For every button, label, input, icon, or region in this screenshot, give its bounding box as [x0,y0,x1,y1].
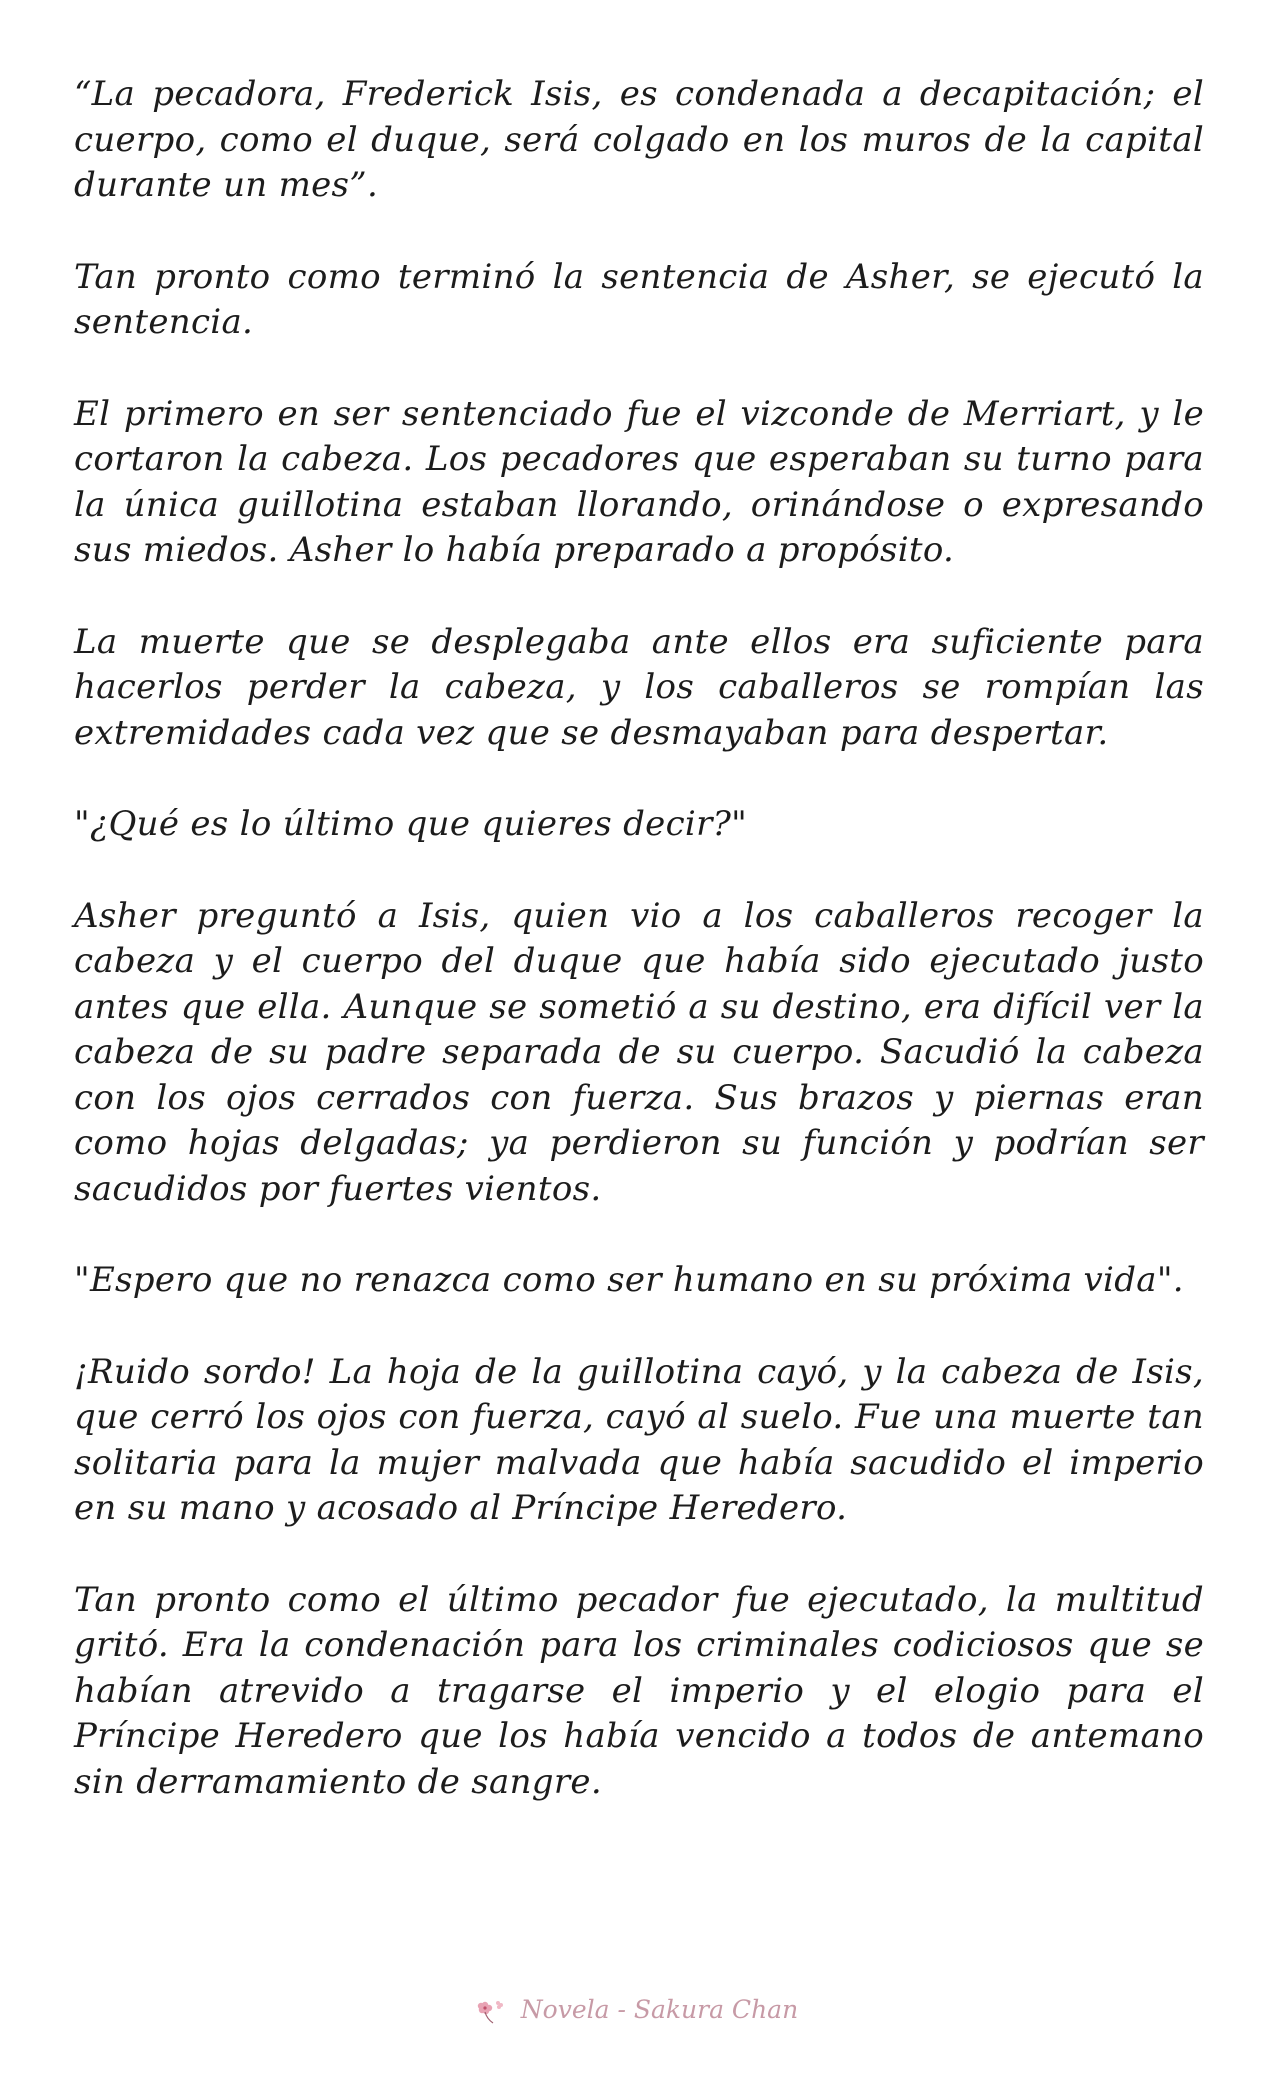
paragraph-3: El primero en ser sentenciado fue el vizconde de Merriart, y le cortaron la cabeza. Los pecadores que esperaban su turno para la única guillotina estaban llorando, orinándose o expresando sus miedos. Asher lo había preparado a propósito. [74,393,1204,570]
paragraph-5: "¿Qué es lo último que quieres decir?" [74,804,748,844]
story-text [74,72,1204,1851]
paragraph-2: Tan pronto como terminó la sentencia de Asher, se ejecutó la sentencia. [74,256,1204,342]
watermark [0,1995,1275,2025]
paragraph-1: “La pecadora, Frederick Isis, es condenada a decapitación; el cuerpo, como el duque, será colgado en los muros de la capital durante un mes”. [74,74,1204,205]
paragraph-4: La muerte que se desplegaba ante ellos era suficiente para hacerlos perder la cabeza, y los caballeros se rompían las extremidades cada vez que se desmayaban para despertar. [74,621,1204,753]
paragraph-9: Tan pronto como el último pecador fue ejecutado, la multitud gritó. Era la condenación para los criminales codiciosos que se habían atrevido a tragarse el imperio y el elogio para el Príncipe Heredero que los había vencido a todos de antemano sin derramamiento de sangre. [74,1579,1204,1802]
watermark-text: Novela - Sakura Chan [520,1995,799,2024]
paragraph-8: ¡Ruido sordo! La hoja de la guillotina cayó, y la cabeza de Isis, que cerró los ojos con fuerza, cayó al suelo. Fue una muerte tan solitaria para la mujer malvada que había sacudido el imperio en su mano y acosado al Príncipe Heredero. [74,1351,1204,1528]
paragraph-7: "Espero que no renazca como ser humano en su próxima vida". [74,1260,1184,1300]
sakura-flower-icon [477,1999,507,2025]
paragraph-6: Asher preguntó a Isis, quien vio a los caballeros recoger la cabeza y el cuerpo del duque que había sido ejecutado justo antes que ella. Aunque se sometió a su destino, era difícil ver la cabeza de su padre separada de su cuerpo. Sacudió la cabeza con los ojos cerrados con fuerza. Sus brazos y piernas eran como hojas delgadas; ya perdieron su función y podrían ser sacudidos por fuertes vientos. [74,895,1204,1209]
